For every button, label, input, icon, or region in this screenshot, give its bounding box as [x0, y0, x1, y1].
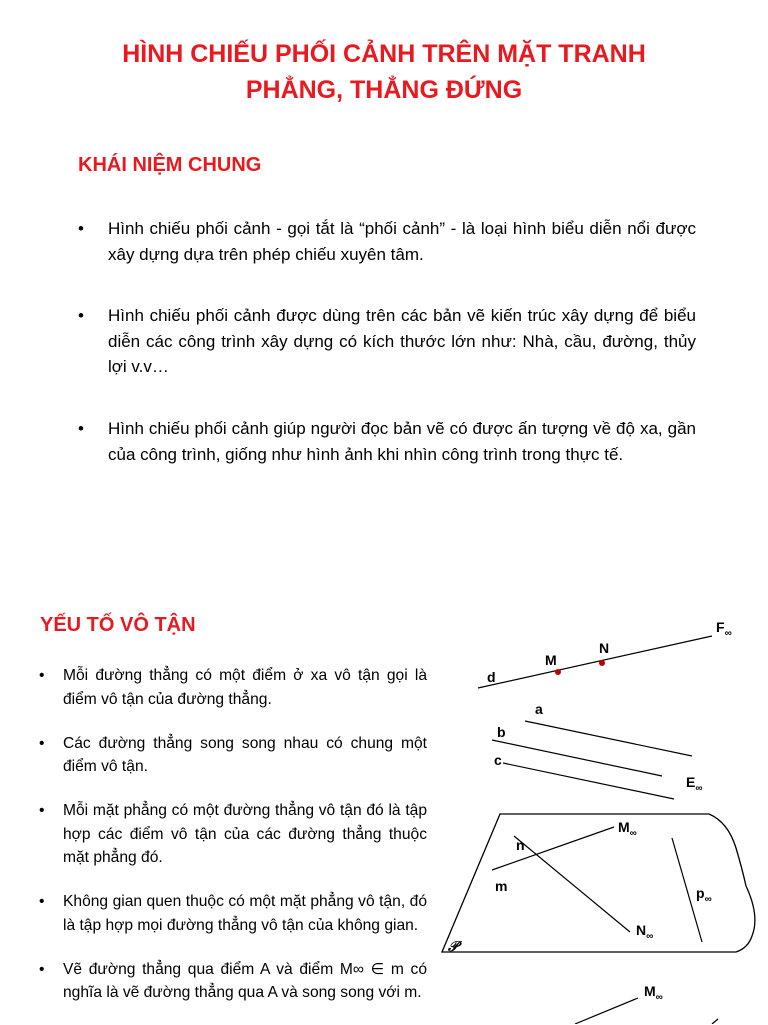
point-N: [599, 660, 605, 666]
bullet-item: • Hình chiếu phối cảnh giúp người đọc bản vẽ có được ấn tượng về độ xa, gần của công trình, giống như hình ảnh khi nhìn công trình trong thực tế.: [108, 416, 696, 467]
infinity-bullet-list: [63, 664, 427, 1025]
point-M: [555, 669, 561, 675]
bullet-item: • Mỗi mặt phẳng có một đường thẳng vô tận đó là tập hợp các điểm vô tận của các đường thẳng thuộc mặt phẳng đó.: [63, 799, 427, 870]
label-n: n: [516, 837, 525, 853]
label-c: c: [494, 752, 502, 768]
plane-P-outline: [442, 814, 755, 952]
concept-bullet-list: [108, 216, 696, 503]
line-a: [525, 721, 692, 756]
label-b: b: [497, 724, 506, 740]
infinity-diagram: [430, 600, 768, 1024]
label-N-inf: $N_\infty$: [636, 922, 654, 942]
bullet-item: • Hình chiếu phối cảnh - gọi tắt là “phối cảnh” - là loại hình biểu diễn nổi được xây dựng dựa trên phép chiếu xuyên tâm.: [108, 216, 696, 267]
label-M-inf: $M_\infty$: [618, 819, 637, 839]
label-M: M: [545, 652, 557, 668]
title-line-1: HÌNH CHIẾU PHỐI CẢNH TRÊN MẶT TRANH: [122, 40, 646, 68]
title-line-2: PHẲNG, THẲNG ĐỨNG: [245, 76, 523, 104]
line-fragment: [712, 1019, 718, 1024]
label-F-inf: $F_\infty$: [716, 619, 732, 639]
label-N: N: [599, 640, 610, 656]
line-c: [503, 763, 674, 799]
bullet-item: • Không gian quen thuộc có một mặt phẳng vô tận, đó là tập hợp mọi đường thẳng vô tận của không gian.: [63, 890, 427, 937]
bullet-item: • Các đường thẳng song song nhau có chung một điểm vô tận.: [63, 732, 427, 779]
section-title-concept: KHÁI NIỆM CHUNG: [78, 154, 262, 176]
label-M-inf-2: $M_\infty$: [644, 983, 663, 1003]
label-E-inf: $E_\infty$: [686, 774, 703, 794]
label-p-inf: $p_\infty$: [696, 885, 712, 905]
bullet-item: • Mỗi đường thẳng có một điểm ở xa vô tận gọi là điểm vô tận của đường thẳng.: [63, 664, 427, 711]
line-m: [492, 827, 614, 870]
label-d: d: [487, 669, 496, 685]
line-b: [492, 740, 662, 776]
section-title-infinity: YẾU TỐ VÔ TẬN: [40, 614, 196, 636]
bullet-item: • Hình chiếu phối cảnh được dùng trên các bản vẽ kiến trúc xây dựng để biểu diễn các công trình xây dựng có kích thước lớn như: Nhà, cầu, đường, thủy lợi v.v…: [108, 303, 696, 380]
label-m: m: [495, 878, 508, 894]
page-title: [40, 36, 728, 108]
bullet-item: • Vẽ đường thẳng qua điểm A và điểm M∞ ∈ m có nghĩa là vẽ đường thẳng qua A và song song với m.: [63, 958, 427, 1005]
line-partial: [575, 998, 638, 1024]
line-n: [514, 836, 630, 932]
label-plane-P: 𝒫: [448, 938, 459, 954]
label-a: a: [535, 701, 543, 717]
line-d: [478, 636, 712, 688]
